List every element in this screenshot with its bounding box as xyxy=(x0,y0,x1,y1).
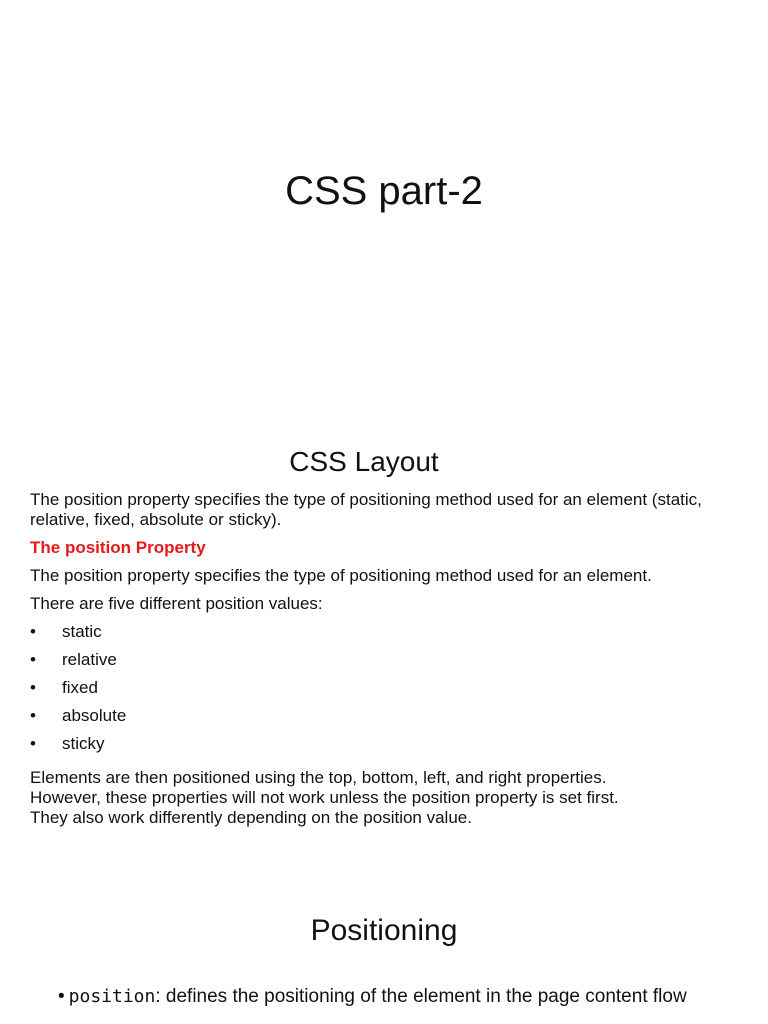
intro-paragraph: The position property specifies the type of positioning method used for an element (static, relative, fixed, absolute or sticky). xyxy=(30,490,702,529)
bullet-icon: • xyxy=(30,650,36,669)
explanation-line-1: Elements are then positioned using the top, bottom, left, and right properties. xyxy=(30,768,607,787)
list-item xyxy=(30,622,730,650)
list-item xyxy=(30,734,730,762)
position-description-paragraph: The position property specifies the type of positioning method used for an element. xyxy=(30,566,652,585)
bullet-icon: • xyxy=(30,678,36,697)
code-term: position xyxy=(68,986,156,1007)
list-item-label: fixed xyxy=(62,678,98,697)
bullet-icon: • xyxy=(30,622,36,641)
bullet-icon: • xyxy=(30,734,36,753)
positioning-explanation-paragraph xyxy=(30,768,730,828)
position-property-subheading: The position Property xyxy=(30,538,206,557)
list-item-label: static xyxy=(62,622,102,641)
slide-title: CSS part-2 xyxy=(285,169,483,213)
bullet-icon: • xyxy=(58,986,65,1007)
term-description: : defines the positioning of the element in the page content flow xyxy=(155,986,687,1007)
positioning-slide xyxy=(0,890,768,1024)
explanation-line-3: They also work differently depending on the position value. xyxy=(30,808,472,827)
css-layout-slide xyxy=(0,420,768,890)
list-item-label: relative xyxy=(62,650,117,669)
list-item-label: absolute xyxy=(62,706,127,725)
list-item xyxy=(30,678,730,706)
list-item xyxy=(30,706,730,734)
list-item xyxy=(30,650,730,678)
explanation-line-2: However, these properties will not work unless the position property is set first. xyxy=(30,788,619,807)
list-item xyxy=(58,984,738,1010)
slide-body xyxy=(30,490,730,828)
slide-heading: Positioning xyxy=(310,914,458,947)
position-values-list xyxy=(30,622,730,762)
list-item-label: sticky xyxy=(62,734,105,753)
title-slide xyxy=(0,0,768,420)
bullet-icon: • xyxy=(30,706,36,725)
position-values-intro: There are five different position values: xyxy=(30,594,323,613)
slide-heading: CSS Layout xyxy=(289,446,439,477)
